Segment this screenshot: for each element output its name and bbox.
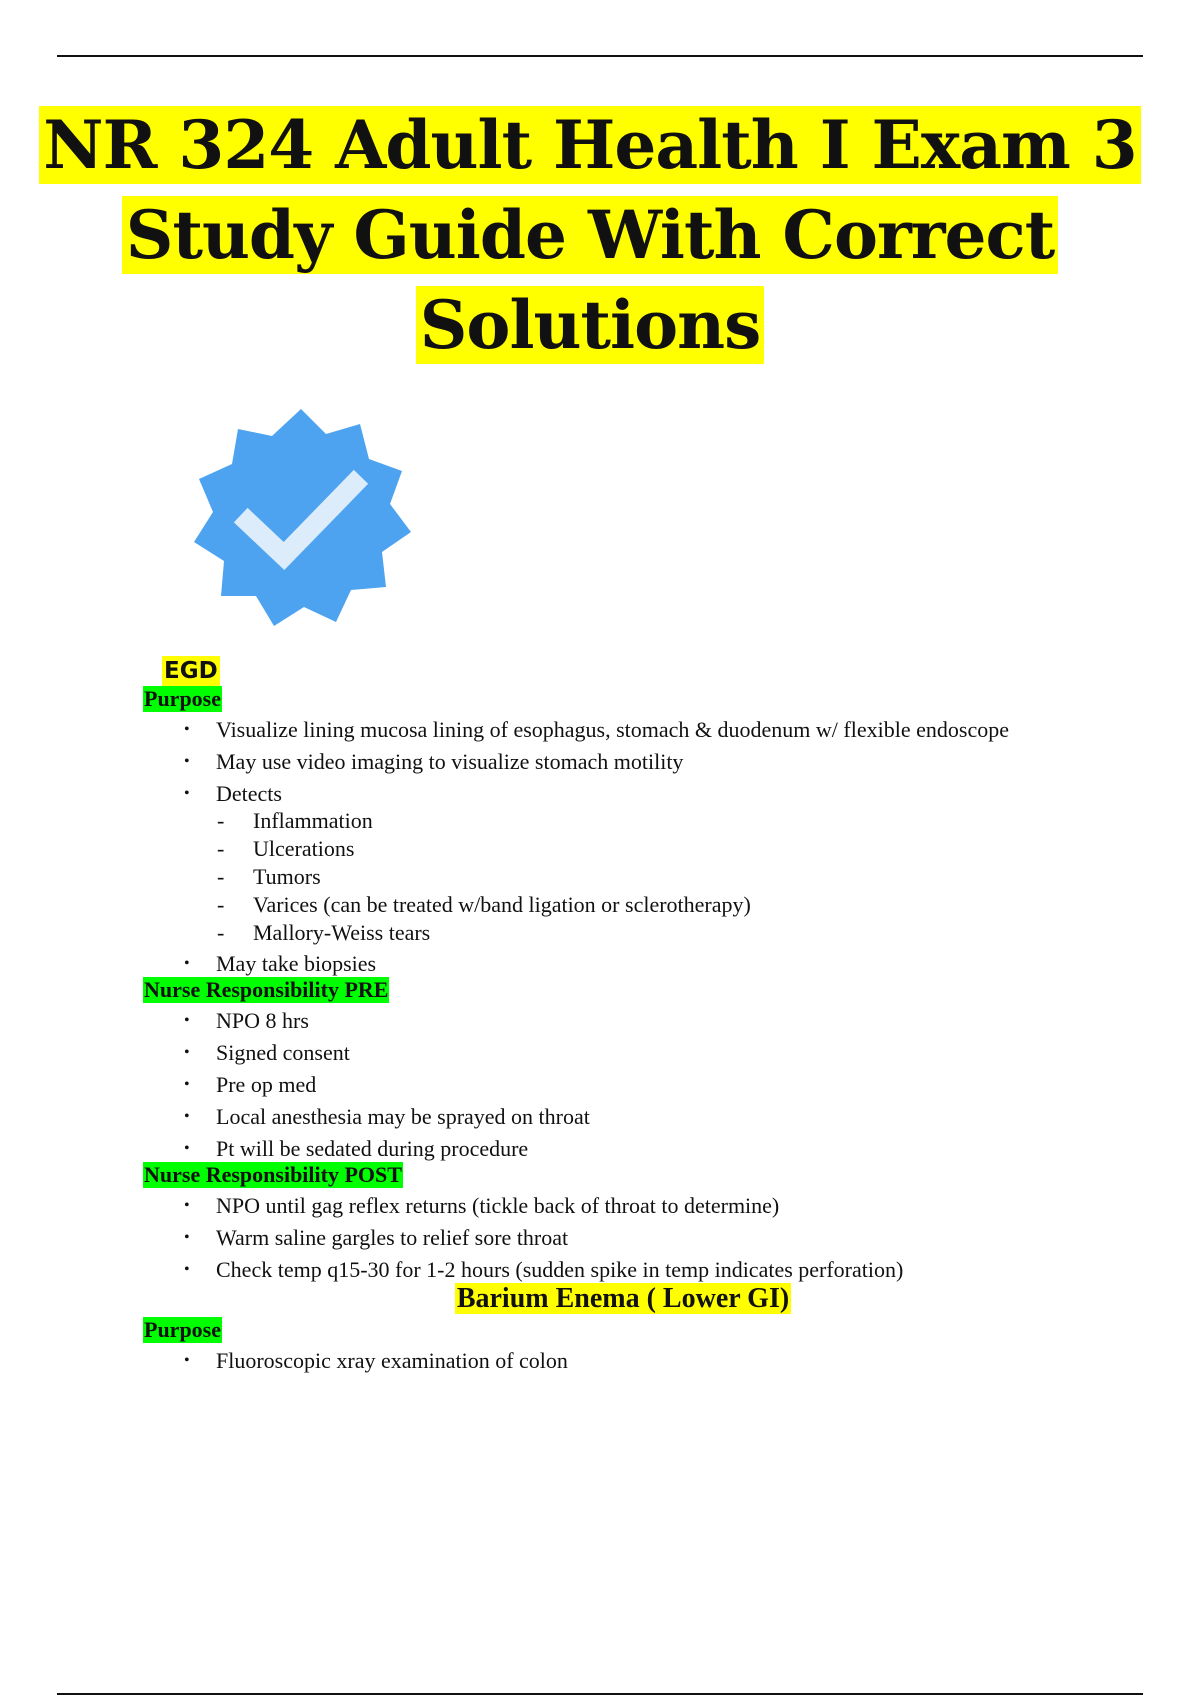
nurse-post-label: Nurse Responsibility POST: [144, 1162, 402, 1187]
top-rule: [57, 55, 1143, 57]
list-item: • May use video imaging to visualize stomach motility: [184, 749, 684, 774]
purpose-label: Purpose: [144, 686, 221, 711]
list-item: • NPO until gag reflex returns (tickle back of throat to determine): [184, 1193, 780, 1218]
list-item: • Visualize lining mucosa lining of esophagus, stomach & duodenum w/ flexible endoscope: [184, 717, 1009, 742]
list-item: - Ulcerations: [217, 836, 355, 861]
list-item: - Varices (can be treated w/band ligation or sclerotherapy): [217, 892, 751, 917]
bottom-rule: [57, 1693, 1143, 1695]
post-list: [143, 1192, 1143, 1283]
list-item: - Inflammation: [217, 808, 373, 833]
detects-list: [143, 807, 1143, 947]
title-line-1: NR 324 Adult Health I Exam 3: [39, 106, 1140, 184]
list-item: • Warm saline gargles to relief sore throat: [184, 1225, 569, 1250]
document-title: [0, 100, 1180, 370]
egd-heading: EGD: [164, 658, 218, 684]
list-item: • Check temp q15-30 for 1-2 hours (sudden spike in temp indicates perforation): [184, 1257, 904, 1282]
barium-purpose-label: Purpose: [144, 1317, 221, 1342]
purpose-list-end: [143, 950, 1143, 977]
list-item: • Signed consent: [184, 1040, 350, 1065]
list-item: - Mallory-Weiss tears: [217, 920, 431, 945]
list-item: • Local anesthesia may be sprayed on throat: [184, 1104, 590, 1129]
list-item: - Tumors: [217, 864, 321, 889]
study-guide-content: [143, 656, 1143, 1379]
list-item: • Pt will be sedated during procedure: [184, 1136, 529, 1161]
list-item: • Detects: [184, 781, 282, 806]
list-item: • Pre op med: [184, 1072, 317, 1097]
title-line-3: Solutions: [416, 286, 764, 364]
barium-list: [143, 1347, 1143, 1374]
list-item: • May take biopsies: [184, 951, 377, 976]
purpose-list: [143, 716, 1143, 807]
list-item: • Fluoroscopic xray examination of colon: [184, 1348, 568, 1373]
pre-list: [143, 1007, 1143, 1162]
list-item: • NPO 8 hrs: [184, 1008, 309, 1033]
barium-enema-heading: Barium Enema ( Lower GI): [456, 1283, 790, 1314]
nurse-pre-label: Nurse Responsibility PRE: [144, 977, 389, 1002]
title-line-2: Study Guide With Correct: [122, 196, 1058, 274]
verified-check-badge-icon: [186, 404, 416, 634]
